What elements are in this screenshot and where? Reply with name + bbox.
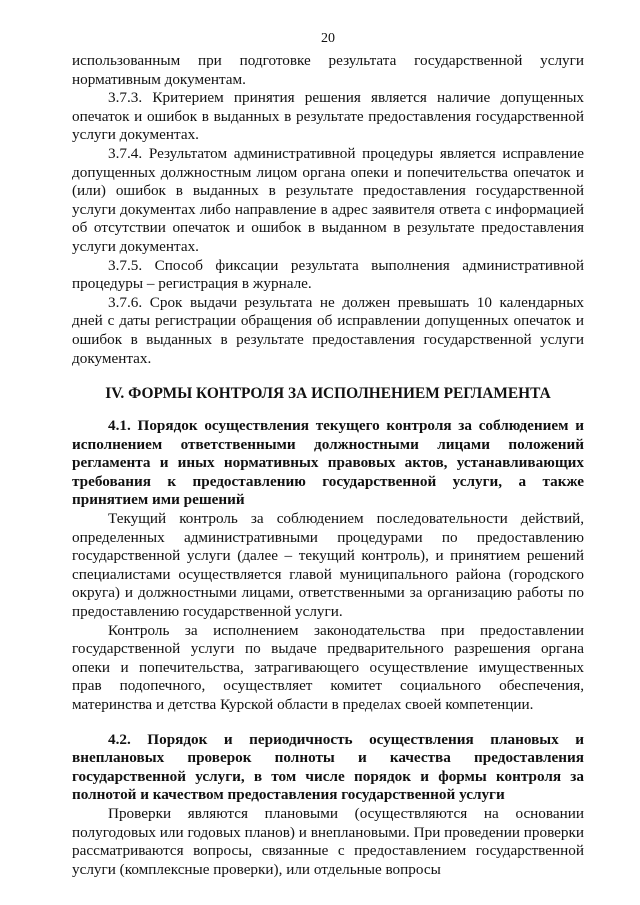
paragraph-3-7-4: 3.7.4. Результатом административной процедуры является исправление допущенных должностным лицом органа опеки и попечительства опечаток и (или) ошибок в выданных в результате предоставления государственной услуги документах либо направление в адрес заявителя ответа с информацией об отсутствии опечаток и ошибок в выданном в результате предоставления услуги документах. <box>72 144 584 255</box>
paragraph: использованным при подготовке результата государственной услуги нормативным документам. <box>72 52 584 88</box>
subsection-4-2 <box>72 731 584 880</box>
paragraph-3-7-3: 3.7.3. Критерием принятия решения является наличие допущенных опечаток и ошибок в выданных в результате предоставления государственной услуги документах. <box>72 89 584 144</box>
paragraph: Текущий контроль за соблюдением последовательности действий, определенных административными процедурами по предоставлению государственной услуги (далее – текущий контроль), и принятием решений специалистами осуществляется главой муниципального района (городского округа) и должностными лицами, ответственными за организацию работы по предоставлению государственной услуги. <box>72 510 584 621</box>
subsection-heading-4-1: 4.1. Порядок осуществления текущего контроля за соблюдением и исполнением ответственными должностными лицами положений регламента и иных нормативных правовых актов, устанавливающих требования к предоставлению государственной услуги, а также принятием ими решений <box>72 417 584 509</box>
subsection-heading-4-2: 4.2. Порядок и периодичность осуществления плановых и внеплановых проверок полноты и качества предоставления государственной услуги, в том числе порядок и формы контроля за полнотой и качеством предоставления государственной услуги <box>72 730 584 804</box>
page-number: 20 <box>321 31 335 46</box>
paragraph: Проверки являются плановыми (осуществляются на основании полугодовых или годовых планов) и внеплановыми. При проведении проверки рассматриваются вопросы, связанные с предоставлением государственной услуги (комплексные проверки), или отдельные вопросы <box>72 804 584 878</box>
paragraph: Контроль за исполнением законодательства при предоставлении государственной услуги по выдаче предварительного разрешения органа опеки и попечительства, затрагивающего осуществление имущественных прав подопечного, осуществляет комитет социального обеспечения, материнства и детства Курской области в пределах своей компетенции. <box>72 621 584 713</box>
paragraph-3-7-5: 3.7.5. Способ фиксации результата выполнения административной процедуры – регистрация в журнале. <box>72 256 584 293</box>
paragraph-3-7-6: 3.7.6. Срок выдачи результата не должен превышать 10 календарных дней с даты регистрации обращения об исправлении допущенных опечаток и ошибок в выданных в результате предоставления государственной услуги документах. <box>72 293 584 367</box>
subsection-4-1 <box>72 417 584 715</box>
section-heading: IV. ФОРМЫ КОНТРОЛЯ ЗА ИСПОЛНЕНИЕМ РЕГЛАМЕНТА <box>105 385 551 403</box>
section-3-7-continuation <box>72 52 584 368</box>
spacer <box>72 715 584 731</box>
